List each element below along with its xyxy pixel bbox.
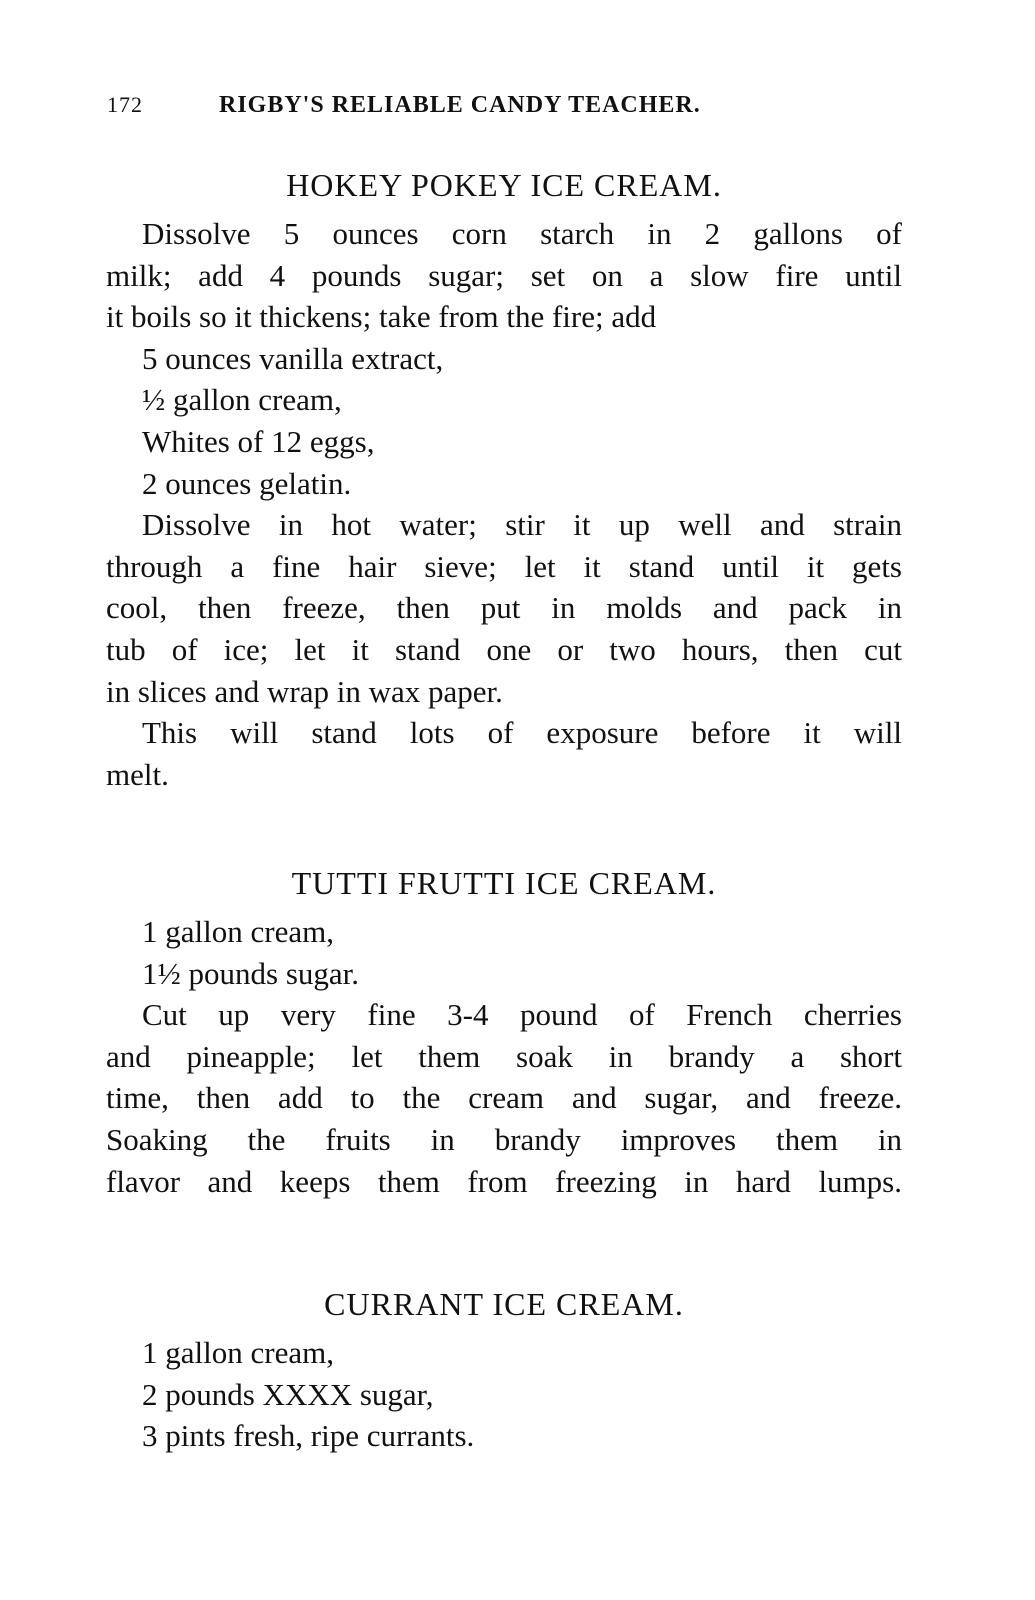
recipe-currant — [106, 1284, 902, 1457]
recipe-body — [106, 213, 902, 795]
ingredient-line: 1 gallon cream, — [142, 914, 334, 949]
ingredient-line: 2 ounces gelatin. — [142, 465, 352, 501]
recipe-hokey-pokey — [106, 165, 902, 795]
text-line: tub of ice; let it stand one or two hours, then cut — [106, 631, 902, 667]
page-number: 172 — [107, 92, 143, 117]
book-title: RIGBY'S RELIABLE CANDY TEACHER. — [219, 92, 701, 118]
recipe-title: CURRANT ICE CREAM. — [324, 1286, 684, 1322]
recipe-tutti-frutti — [106, 863, 902, 1202]
ingredient-line: 3 pints fresh, ripe currants. — [142, 1418, 475, 1454]
text-line: Dissolve 5 ounces corn starch in 2 gallons of — [142, 216, 902, 251]
ingredient-line: 1½ pounds sugar. — [142, 955, 359, 991]
ingredient-line: 2 pounds XXXX sugar, — [142, 1376, 434, 1412]
text-line: Dissolve in hot water; stir it up well and strain — [142, 507, 902, 543]
text-line: Soaking the fruits in brandy improves them in — [106, 1121, 902, 1157]
recipe-title: HOKEY POKEY ICE CREAM. — [286, 167, 722, 203]
text-line: through a fine hair sieve; let it stand until it gets — [106, 548, 902, 584]
text-line: time, then add to the cream and sugar, and freeze. — [106, 1080, 902, 1116]
text-line: flavor and keeps them from freezing in hard lumps. — [106, 1163, 902, 1199]
ingredient-line: 1 gallon cream, — [142, 1335, 334, 1370]
text-line: melt. — [106, 756, 169, 792]
text-line: and pineapple; let them soak in brandy a short — [106, 1038, 902, 1074]
text-line: Cut up very fine 3-4 pound of French cherries — [142, 997, 902, 1033]
recipe-title: TUTTI FRUTTI ICE CREAM. — [291, 865, 717, 901]
text-line: it boils so it thickens; take from the fire; add — [106, 299, 657, 335]
ingredient-line: ½ gallon cream, — [142, 382, 342, 418]
running-head — [107, 92, 907, 119]
text-line: This will stand lots of exposure before it will — [142, 715, 902, 751]
recipe-body — [106, 911, 902, 1202]
text-line: cool, then freeze, then put in molds and pack in — [106, 590, 902, 626]
text-line: milk; add 4 pounds sugar; set on a slow fire until — [106, 257, 902, 293]
text-line: in slices and wrap in wax paper. — [106, 673, 503, 709]
ingredient-line: 5 ounces vanilla extract, — [142, 340, 444, 376]
recipe-body — [106, 1332, 902, 1457]
ingredient-line: Whites of 12 eggs, — [142, 423, 375, 459]
